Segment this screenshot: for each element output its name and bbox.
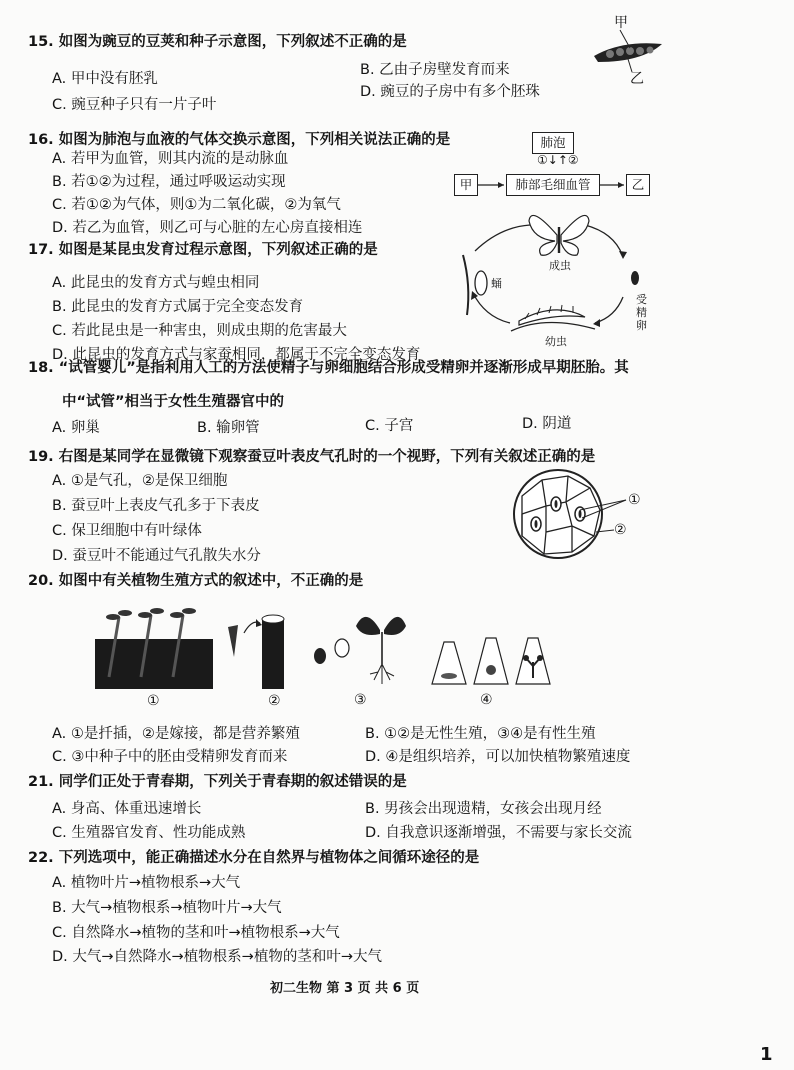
- stomata-label-2: ②: [614, 522, 627, 538]
- q18-stem-continued: 中“试管”相当于女性生殖器官中的: [62, 394, 285, 410]
- q20-option-a: A. ①是扦插，②是嫁接，都是营养繁殖: [52, 726, 300, 742]
- q18-stem: 18. “试管婴儿”是指利用人工的方法使精子与卵细胞结合形成受精卵并逐渐形成早期胚胎。其: [28, 360, 629, 376]
- q15-option-a: A. 甲中没有胚乳: [52, 71, 158, 87]
- q18-option-b: B. 输卵管: [197, 420, 260, 436]
- q15-option-d: D. 豌豆的子房中有多个胚珠: [360, 84, 540, 100]
- q18-option-d: D. 阴道: [522, 416, 572, 432]
- cutting-figure: [95, 605, 215, 715]
- alveolus-box: 肺泡: [532, 132, 574, 154]
- q17-option-c: C. 若此昆虫是一种害虫，则成虫期的危害最大: [52, 323, 347, 339]
- q18-option-a: A. 卵巢: [52, 420, 100, 436]
- seed-germination-figure: [310, 600, 410, 715]
- q21-option-b: B. 男孩会出现遗精，女孩会出现月经: [365, 801, 602, 817]
- vessel-yi-box: 乙: [626, 174, 650, 196]
- q22-option-c: C. 自然降水→植物的茎和叶→植物根系→大气: [52, 925, 340, 941]
- q19-option-b: B. 蚕豆叶上表皮气孔多于下表皮: [52, 498, 260, 514]
- q16-option-d: D. 若乙为血管，则乙可与心脏的左心房直接相连: [52, 220, 363, 236]
- q20-option-c: C. ③中种子中的胚由受精卵发育而来: [52, 749, 288, 765]
- gas-exchange-arrows: ①↓↑②: [537, 153, 579, 167]
- q16-option-b: B. 若①②为过程，通过呼吸运动实现: [52, 174, 286, 190]
- q19-option-a: A. ①是气孔，②是保卫细胞: [52, 473, 228, 489]
- q19-stem: 19. 右图是某同学在显微镜下观察蚕豆叶表皮气孔时的一个视野，下列有关叙述正确的是: [28, 449, 596, 465]
- q17-option-d: D. 此昆虫的发育方式与家蚕相同，都属于不完全变态发育: [52, 347, 421, 363]
- q19-option-d: D. 蚕豆叶不能通过气孔散失水分: [52, 548, 261, 564]
- capillary-box: 肺部毛细血管: [506, 174, 600, 196]
- q21-option-c: C. 生殖器官发育、性功能成熟: [52, 825, 246, 841]
- q22-option-a: A. 植物叶片→植物根系→大气: [52, 875, 241, 891]
- pod-label-jia: 甲: [614, 15, 628, 31]
- q16-stem: 16. 如图为肺泡与血液的气体交换示意图，下列相关说法正确的是: [28, 132, 451, 148]
- corner-page-mark: 1: [760, 1044, 773, 1065]
- q22-option-d: D. 大气→自然降水→植物根系→植物的茎和叶→大气: [52, 949, 382, 965]
- tissue-culture-figure: [430, 628, 558, 718]
- figure-label-2: ②: [268, 693, 281, 709]
- figure-label-1: ①: [147, 693, 160, 709]
- q20-option-b: B. ①②是无性生殖，③④是有性生殖: [365, 726, 596, 742]
- q20-option-d: D. ④是组织培养，可以加快植物繁殖速度: [365, 749, 631, 765]
- q15-stem: 15. 如图为豌豆的豆荚和种子示意图，下列叙述不正确的是: [28, 34, 407, 50]
- q16-option-c: C. 若①②为气体，则①为二氧化碳，②为氧气: [52, 197, 341, 213]
- q18-option-c: C. 子宫: [365, 418, 414, 434]
- pea-pod-figure: [592, 12, 667, 87]
- q22-stem: 22. 下列选项中，能正确描述水分在自然界与植物体之间循环途径的是: [28, 850, 480, 866]
- stomata-microscope-view: [510, 466, 670, 566]
- q22-option-b: B. 大气→植物根系→植物叶片→大气: [52, 900, 282, 916]
- egg-label: 受精卵: [636, 293, 647, 332]
- grafting-figure: [222, 605, 302, 715]
- q17-option-b: B. 此昆虫的发育方式属于完全变态发育: [52, 299, 304, 315]
- q20-stem: 20. 如图中有关植物生殖方式的叙述中，不正确的是: [28, 573, 364, 589]
- q17-stem: 17. 如图是某昆虫发育过程示意图，下列叙述正确的是: [28, 242, 378, 258]
- q15-option-c: C. 豌豆种子只有一片子叶: [52, 97, 217, 113]
- q19-option-c: C. 保卫细胞中有叶绿体: [52, 523, 202, 539]
- larva-label: 幼虫: [545, 335, 567, 348]
- vessel-jia-box: 甲: [454, 174, 478, 196]
- figure-label-3: ③: [354, 692, 367, 708]
- insect-life-cycle-diagram: [445, 205, 650, 347]
- pod-label-yi: 乙: [630, 71, 644, 87]
- q16-option-a: A. 若甲为血管，则其内流的是动脉血: [52, 151, 289, 167]
- q21-stem: 21. 同学们正处于青春期，下列关于青春期的叙述错误的是: [28, 774, 407, 790]
- q21-option-d: D. 自我意识逐渐增强，不需要与家长交流: [365, 825, 632, 841]
- alveolus-diagram: [448, 130, 674, 202]
- pupa-label: 蛹: [491, 277, 502, 290]
- page-footer: 初二生物 第 3 页 共 6 页: [270, 981, 420, 996]
- q17-option-a: A. 此昆虫的发育方式与蝗虫相同: [52, 275, 260, 291]
- q15-option-b: B. 乙由子房壁发育而来: [360, 62, 510, 78]
- q21-option-a: A. 身高、体重迅速增长: [52, 801, 202, 817]
- adult-label: 成虫: [549, 259, 571, 272]
- stomata-label-1: ①: [628, 492, 641, 508]
- figure-label-4: ④: [480, 692, 493, 708]
